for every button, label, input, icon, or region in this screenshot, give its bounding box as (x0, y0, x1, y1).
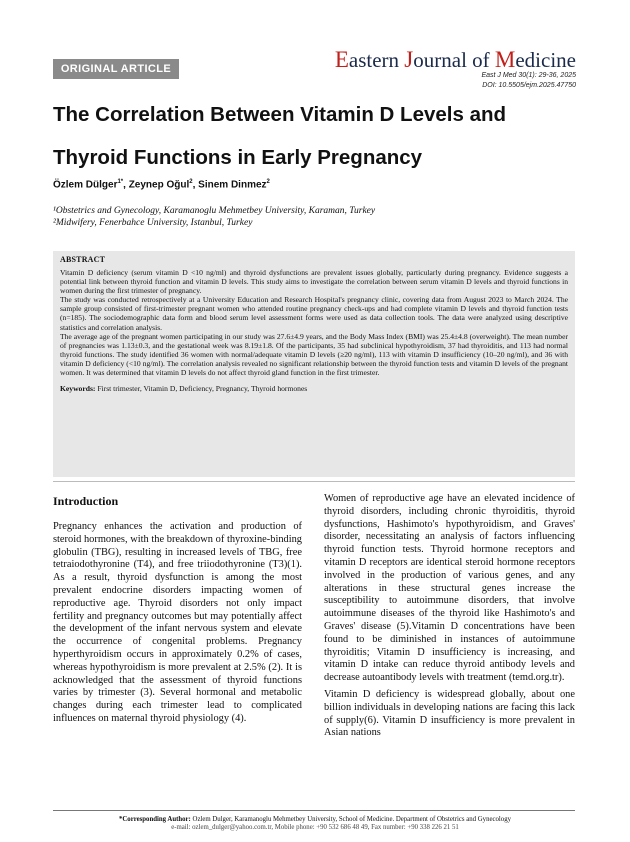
keywords (60, 384, 568, 393)
contact-info[interactable]: e-mail: ozlem_dulger@yahoo.com.tr, Mobile phone: +90 532 686 48 49, Fax number: +90 338 226 21 51 (171, 824, 459, 832)
corresponding-author-note (60, 816, 570, 833)
journal-name[interactable]: Eastern Journal of Medicine (334, 47, 576, 72)
affiliation-1: ¹Obstetrics and Gynecology, Karamanoglu Mehmetbey University, Karaman, Turkey (53, 206, 376, 216)
author-name[interactable]: Zeynep Oğul (128, 179, 190, 191)
abstract-paragraph: The study was conducted retrospectively at a University Education and Research Hospital's pregnancy clinic, covering data from August 2023 to March 2024. The sample group consisted of first-trimester pregnant women who attended routine pregnancy check-ups and had complete vitamin D levels and thyroid function tests (n=185). The sociodemographic data form and blood serum level assessment forms were used as data collection tools. The data were analyzed using descriptive statistics and correlation analysis. (60, 295, 568, 332)
doi-link[interactable]: DOI: 10.5505/ejm.2025.47750 (482, 81, 576, 89)
intro-paragraph: Women of reproductive age have an elevated incidence of thyroid disorders, including chronic thyroiditis, thyroid dysfunctions, Hashimoto's hypothyroidism, and Graves' disorder, necessitating an analysis of factors influencing thyroid function tests. Thyroid hormone receptors and vitamin D receptors are identical steroid hormone receptors involved in the production of various genes, and any alterations in these structural genes increase the susceptibility to autoimmune disorders, that involve autoimmune diseases of the thyroid like Hashimoto's and Graves' disease (5).Vitamin D concentrations have been found to be diminished in instances of autoimmune thyroiditis; Vitamin D insufficiency is increasing, and vitamin D intake can reduce thyroid antibody levels and decrease autoantibody levels with treatment (temd.org.tr). (324, 493, 575, 684)
body-column-left (53, 521, 302, 726)
footnote-rule (53, 810, 575, 811)
author-name[interactable]: Özlem Dülger (53, 179, 118, 191)
body-column-right (324, 493, 575, 740)
corresponding-text: Ozlem Dulger, Karamanoglu Mehmetbey University, School of Medicine. Department of Obstetrics and Gynecology (192, 816, 511, 823)
abstract-box (53, 251, 575, 477)
abstract-heading: ABSTRACT (60, 255, 106, 264)
title-line-1: The Correlation Between Vitamin D Levels and (53, 103, 507, 126)
affiliation-2: ²Midwifery, Fenerbahce University, Istanbul, Turkey (53, 218, 253, 228)
affiliations (53, 205, 375, 229)
title-line-2: Thyroid Functions in Early Pregnancy (53, 146, 423, 169)
abstract-paragraph: The average age of the pregnant women participating in our study was 27.6±4.9 years, and the Body Mass Index (BMI) was 25.4±4.8 (overweight). The mean number of pregnancies was 1.13±0.3, and the gestational week was 8.19±1.8. Of the participants, 35 had subclinical hypothyroidism, 37 had thyroiditis, and 113 had normal thyroid functions. The study identified 36 women with normal/adequate vitamin D levels (≥20 ng/ml), 113 with vitamin D insufficiency (10–20 ng/ml), and 36 with vitamin D deficiency (<10 ng/ml). The correlation analysis revealed no significant relationship between the thyroid function tests and vitamin D levels of the pregnant women. It was determined that vitamin D levels do not affect thyroid gland function in the first trimester. (60, 331, 568, 378)
corresponding-label: *Corresponding Author: (119, 816, 191, 823)
article-title (53, 93, 583, 179)
author-name[interactable]: Sinem Dinmez (198, 179, 267, 191)
section-divider (53, 481, 575, 482)
keywords-list: First trimester, Vitamin D, Deficiency, Pregnancy, Thyroid hormones (97, 384, 308, 394)
citation: East J Med 30(1): 29-36, 2025 (481, 72, 576, 79)
author-list: Özlem Dülger$^{1*}$, Zeynep Oğul$^2$, Sinem Dinmez$^2$ (53, 179, 270, 191)
intro-paragraph: Pregnancy enhances the activation and production of steroid hormones, with the breakdown of thyroxine-binding globulin (TBG), resulting in increased levels of TBG, free tetraiodothyronine (T4), and free triiodothyronine (T3)(1). As a result, thyroid dysfunction is among the most prevalent endocrine disorders impacting women of reproductive age. Thyroid disorders not only impact fertility and pregnancy outcomes but may potentially affect the development of the infant nervous system and elevate the occurrence of congenital problems. Pregnancy hyperthyroidism occurs in approximately 0.2% of cases, whereas hypothyroidism is more prevalent at 2.5% (2). It is acknowledged that the assessment of thyroid functions varies by trimester (3). Several hormonal and metabolic changes during each trimester lead to complicated influences on maternal thyroid physiology (4). (53, 521, 302, 724)
citation-block (481, 71, 576, 90)
keywords-label: Keywords: (60, 384, 96, 394)
article-type-badge: ORIGINAL ARTICLE (53, 59, 179, 79)
introduction-heading: Introduction (53, 494, 119, 508)
abstract-paragraph: Vitamin D deficiency (serum vitamin D <10 ng/ml) and thyroid dysfunctions are prevalent issues globally, particularly during pregnancy. Evidence suggests a potential link between thyroid function and vitamin D levels. This study aims to investigate the correlation between serum vitamin D levels and thyroid functions in women during the first trimester of pregnancy. (60, 268, 568, 296)
intro-paragraph: Vitamin D deficiency is widespread globally, about one billion individuals in developing nations are facing this lack of supply(6). Vitamin D insufficiency is more prevalent in Asian nations (324, 688, 575, 739)
